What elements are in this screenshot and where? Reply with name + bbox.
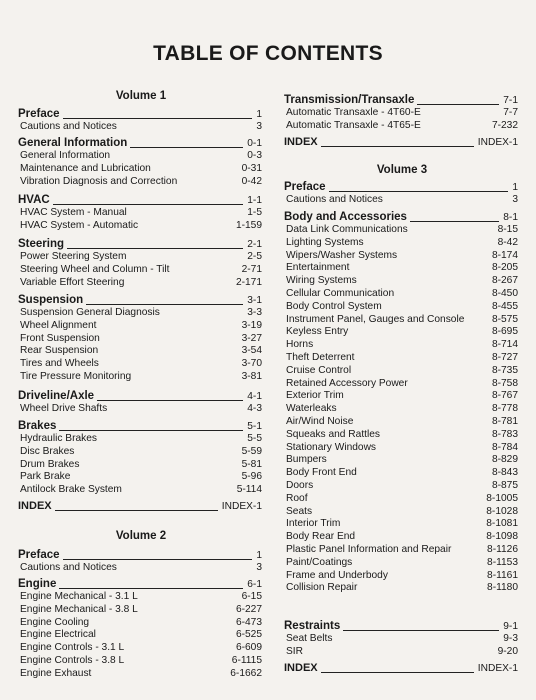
toc-entry-page: 9-20 [497,645,518,657]
section-page: 9-1 [503,621,518,632]
toc-entry-page: 6-609 [235,642,262,654]
toc-entry-label: Cellular Communication [286,287,395,299]
section-rule [97,400,243,401]
toc-entry-page: 8-778 [491,403,518,415]
toc-entry-page: 8-205 [491,262,518,274]
section-rule [59,430,243,431]
toc-entry-label: Automatic Transaxle - 4T60-E [286,107,421,118]
toc-entry-label: Body Control System [286,300,382,312]
toc-entry-page: 3 [256,562,262,573]
section-title: Suspension [18,294,84,306]
toc-entry-label: HVAC System - Automatic [20,219,139,231]
section-title: General Information [18,137,128,149]
toc-entry[interactable] [18,604,264,617]
toc-entry-label: Wiring Systems [286,275,357,287]
toc-entry-page: 6-15 [241,591,262,602]
toc-entry-label: Air/Wind Noise [286,415,354,427]
toc-entry-label: Drum Brakes [20,458,80,470]
section-hvac [18,194,264,233]
toc-entry-label: Paint/Coatings [286,556,353,568]
toc-entry[interactable] [18,264,264,277]
toc-entry-page: 8-267 [491,275,518,287]
toc-entry[interactable] [284,390,520,403]
toc-entry-page: 9-3 [503,633,518,644]
toc-entry-page: 8-875 [491,479,518,491]
section-title: Preface [18,108,60,120]
toc-entry-label: Theft Deterrent [286,351,355,363]
toc-entry-page: 8-1161 [487,569,518,581]
toc-entry-label: Interior Trim [286,518,341,530]
toc-entry[interactable] [18,471,264,484]
page-title: TABLE OF CONTENTS [153,42,383,65]
toc-entry[interactable] [284,403,520,416]
section-heading[interactable] [18,137,264,150]
toc-entry[interactable] [18,403,264,416]
toc-entry[interactable] [284,107,520,120]
toc-entry-label: HVAC System - Manual [20,207,127,218]
toc-entry-page: 3 [256,121,262,132]
section-restraints [284,620,520,659]
section-rule [343,630,499,631]
toc-entry[interactable] [284,518,520,531]
toc-entry[interactable] [18,629,264,642]
section-item-list [284,633,520,659]
toc-entry-page: 2-5 [247,251,262,262]
section-item-list [18,207,264,233]
toc-entry-label: Seat Belts [286,633,333,644]
toc-entry-page: 2-171 [235,276,262,288]
toc-entry-page: 3-54 [241,345,262,357]
section-item-list [18,433,264,497]
toc-entry-label: Wipers/Washer Systems [286,249,398,261]
section-page: 6-1 [247,579,262,590]
section-rule [63,118,253,119]
toc-entry-page: 8-1126 [487,543,518,555]
toc-entry[interactable] [284,531,520,544]
toc-entry-page: 5-114 [236,484,262,496]
toc-entry-page: 3-3 [247,307,262,318]
section-item-list [284,194,520,207]
toc-entry-page: 3-70 [241,358,262,370]
toc-entry-label: Cautions and Notices [286,194,383,205]
toc-entry-page: 5-5 [247,433,262,444]
toc-entry[interactable] [18,459,264,472]
section-page: 3-1 [247,295,262,306]
toc-entry[interactable] [284,194,520,207]
section-heading[interactable] [18,108,264,121]
section-preface [18,108,264,134]
toc-entry-label: Frame and Underbody [286,569,388,581]
section-page: 1-1 [247,195,262,206]
toc-entry-page: 8-758 [491,377,518,389]
section-page: 1 [256,550,262,561]
section-item-list [18,307,264,384]
toc-entry[interactable] [284,262,520,275]
toc-entry-page: 3-81 [241,370,262,382]
toc-entry[interactable] [18,433,264,446]
toc-entry-page: 2-71 [241,263,262,275]
toc-entry-label: Vibration Diagnosis and Correction [20,175,178,187]
toc-entry[interactable] [18,307,264,320]
toc-entry-page: 6-1662 [230,667,262,679]
toc-entry-label: Tire Pressure Monitoring [20,370,132,382]
toc-entry-label: Rear Suspension [20,345,99,357]
section-rule [86,304,243,305]
toc-entry-page: 4-3 [247,403,262,414]
section-rule [410,221,499,222]
toc-entry-label: Automatic Transaxle - 4T65-E [286,119,421,131]
toc-entry[interactable] [284,646,520,659]
section-heading[interactable] [284,620,520,633]
toc-entry[interactable] [284,314,520,327]
toc-entry[interactable] [284,326,520,339]
section-title: Brakes [18,420,57,432]
toc-entry-label: Doors [286,479,314,491]
section-heading[interactable] [18,390,264,403]
toc-entry-page: 8-1005 [486,492,518,504]
toc-entry[interactable] [284,237,520,250]
section-engine [18,578,264,681]
volume-2-heading: Volume 2 [115,530,167,542]
section-item-list [284,107,520,133]
toc-entry-label: General Information [20,150,111,161]
toc-entry-page: 8-783 [491,428,518,440]
toc-entry-label: Steering Wheel and Column - Tilt [20,263,170,275]
toc-entry-label: Variable Effort Steering [20,276,125,288]
toc-entry-label: Horns [286,339,314,351]
section-heading[interactable] [284,136,520,149]
toc-entry-label: Front Suspension [20,332,100,344]
section-rule [329,191,509,192]
toc-entry-page: 8-450 [491,287,518,299]
section-page: INDEX-1 [221,501,262,512]
toc-entry[interactable] [18,220,264,233]
toc-entry[interactable] [284,365,520,378]
section-suspension [18,294,264,384]
section-heading[interactable] [18,578,264,591]
section-rule [321,672,474,673]
section-title: Preface [18,549,60,561]
toc-entry[interactable] [284,557,520,570]
toc-entry[interactable] [284,416,520,429]
toc-entry-label: Wheel Drive Shafts [20,403,108,414]
toc-entry-page: 5-59 [241,445,262,457]
section-preface [18,549,264,575]
volume-1-heading: Volume 1 [115,90,167,102]
toc-entry-page: 3-27 [241,332,262,344]
toc-entry[interactable] [284,224,520,237]
toc-entry-label: Cautions and Notices [20,121,117,132]
toc-entry[interactable] [284,429,520,442]
toc-entry-label: Engine Cooling [20,616,90,628]
toc-entry-label: Engine Electrical [20,629,96,641]
toc-entry[interactable] [284,506,520,519]
toc-entry[interactable] [18,617,264,630]
toc-entry-label: Body Front End [286,467,357,479]
section-rule [321,146,474,147]
section-title: Engine [18,578,57,590]
toc-entry[interactable] [18,207,264,220]
section-page: 2-1 [247,239,262,250]
toc-entry-label: Cautions and Notices [20,562,117,573]
section-page: 0-1 [247,138,262,149]
toc-entry[interactable] [18,562,264,575]
section-rule [53,204,244,205]
section-index [284,136,520,149]
toc-entry[interactable] [18,163,264,176]
toc-entry[interactable] [284,467,520,480]
toc-entry-page: 6-473 [235,616,262,628]
section-item-list [18,562,264,575]
toc-entry-label: Disc Brakes [20,445,75,457]
toc-entry-label: Hydraulic Brakes [20,433,97,444]
toc-entry-page: 0-31 [241,162,262,174]
volume-3-heading: Volume 3 [376,164,428,176]
toc-entry-label: Engine Controls - 3.8 L [20,654,125,666]
toc-entry[interactable] [18,484,264,497]
toc-entry-label: Cruise Control [286,364,352,376]
section-heading[interactable] [284,181,520,194]
toc-entry-page: 0-3 [247,150,262,161]
toc-entry[interactable] [284,275,520,288]
toc-entry-label: Squeaks and Rattles [286,428,381,440]
toc-entry[interactable] [18,591,264,604]
section-rule [67,248,243,249]
toc-entry[interactable] [284,480,520,493]
toc-entry[interactable] [284,454,520,467]
toc-entry[interactable] [18,655,264,668]
section-item-list [18,121,264,134]
section-item-list [18,251,264,289]
toc-entry-label: Entertainment [286,262,350,274]
toc-entry-label: Engine Mechanical - 3.8 L [20,603,138,615]
toc-entry-label: Lighting Systems [286,236,364,248]
toc-entry-label: Stationary Windows [286,441,377,453]
toc-entry[interactable] [284,582,520,595]
toc-entry-page: 1-5 [247,207,262,218]
section-heading[interactable] [284,662,520,675]
toc-entry[interactable] [18,150,264,163]
toc-entry-label: SIR [286,645,303,657]
toc-entry-page: 6-227 [235,603,262,615]
toc-entry[interactable] [284,352,520,365]
toc-entry-label: Maintenance and Lubrication [20,162,151,174]
section-title: Body and Accessories [284,211,407,223]
toc-entry-label: Antilock Brake System [20,484,122,496]
section-page: 5-1 [247,421,262,432]
toc-entry-page: 8-727 [491,351,518,363]
section-title: Preface [284,181,326,193]
section-heading[interactable] [18,238,264,251]
toc-entry-page: 8-42 [497,236,518,248]
toc-entry[interactable] [284,120,520,133]
section-title: INDEX [18,500,52,512]
toc-entry-page: 8-174 [491,249,518,261]
toc-entry[interactable] [284,288,520,301]
toc-entry-page: 7-232 [491,119,518,131]
toc-entry-page: 0-42 [241,175,262,187]
toc-entry[interactable] [18,121,264,134]
section-heading[interactable] [284,94,520,107]
toc-entry-page: 8-1081 [486,518,518,530]
section-item-list [18,150,264,188]
toc-entry[interactable] [284,339,520,352]
toc-entry-page: 3-19 [241,319,262,331]
toc-entry[interactable] [18,668,264,681]
toc-entry-label: Retained Accessory Power [286,377,408,389]
section-heading[interactable] [18,420,264,433]
toc-entry[interactable] [18,345,264,358]
toc-entry-label: Exterior Trim [286,390,344,402]
toc-entry-page: 6-1115 [231,654,262,666]
toc-entry-page: 6-525 [235,629,262,641]
section-heading[interactable] [18,500,264,513]
section-page: INDEX-1 [477,663,518,674]
toc-entry-label: Keyless Entry [286,326,349,338]
toc-entry[interactable] [284,301,520,314]
toc-entry-label: Suspension General Diagnosis [20,307,160,318]
section-preface [284,181,520,207]
section-title: INDEX [284,136,318,148]
section-heading[interactable] [284,211,520,224]
toc-entry[interactable] [18,333,264,346]
section-page: 1 [512,182,518,193]
section-item-list [18,591,264,681]
toc-entry-label: Tires and Wheels [20,358,99,370]
section-rule [130,147,243,148]
toc-entry-label: Engine Controls - 3.1 L [20,642,125,654]
section-rule [417,104,499,105]
toc-entry[interactable] [18,642,264,655]
section-heading[interactable] [18,294,264,307]
toc-entry[interactable] [18,320,264,333]
toc-entry-page: 5-96 [241,471,262,483]
toc-entry-page: 8-735 [491,364,518,376]
section-transmission-transaxle [284,94,520,133]
section-rule [63,559,253,560]
toc-entry-label: Wheel Alignment [20,319,97,331]
toc-entry-label: Instrument Panel, Gauges and Console [286,313,465,325]
toc-entry[interactable] [284,378,520,391]
section-title: Transmission/Transaxle [284,94,415,106]
section-item-list [284,224,520,595]
toc-entry-page: 8-781 [491,415,518,427]
toc-entry-label: Data Link Communications [286,224,408,235]
section-heading[interactable] [18,549,264,562]
toc-entry[interactable] [18,277,264,290]
toc-entry-page: 3 [512,194,518,205]
toc-entry-label: Engine Exhaust [20,667,92,679]
toc-entry-page: 8-767 [491,390,518,402]
toc-entry-label: Bumpers [286,454,327,466]
toc-entry-page: 8-714 [491,339,518,351]
toc-entry-page: 7-7 [503,107,518,118]
toc-entry-label: Plastic Panel Information and Repair [286,543,452,555]
section-page: 8-1 [503,212,518,223]
toc-entry[interactable] [284,544,520,557]
section-title: Driveline/Axle [18,390,95,402]
toc-entry-page: 8-1098 [486,531,518,543]
toc-entry-page: 8-829 [491,454,518,466]
section-brakes [18,420,264,497]
section-title: Restraints [284,620,341,632]
toc-entry-page: 8-695 [491,326,518,338]
toc-entry[interactable] [18,358,264,371]
toc-entry-page: 8-843 [491,467,518,479]
section-page: 1 [256,109,262,120]
toc-entry-page: 8-1153 [487,556,518,568]
toc-entry-page: 8-1180 [487,582,518,594]
section-page: 7-1 [503,95,518,106]
section-page: INDEX-1 [477,137,518,148]
toc-entry-page: 8-455 [491,300,518,312]
section-steering [18,238,264,289]
section-rule [55,510,218,511]
section-title: HVAC [18,194,50,206]
toc-entry[interactable] [18,371,264,384]
toc-entry-label: Body Rear End [286,531,356,543]
toc-entry-label: Power Steering System [20,251,127,262]
section-rule [59,588,243,589]
toc-entry-label: Collision Repair [286,582,358,594]
toc-entry-label: Engine Mechanical - 3.1 L [20,591,138,602]
section-index [18,500,264,513]
toc-entry-label: Seats [286,505,313,517]
toc-entry-page: 8-1028 [486,505,518,517]
section-body-and-accessories [284,211,520,595]
toc-entry[interactable] [284,570,520,583]
toc-entry-page: 8-15 [497,224,518,235]
toc-entry-page: 5-81 [241,458,262,470]
section-title: INDEX [284,662,318,674]
toc-entry[interactable] [18,251,264,264]
section-item-list [18,403,264,416]
toc-entry[interactable] [284,250,520,263]
toc-entry[interactable] [284,442,520,455]
toc-entry-page: 8-784 [491,441,518,453]
toc-entry-label: Waterleaks [286,403,337,415]
toc-entry[interactable] [284,633,520,646]
section-title: Steering [18,238,65,250]
toc-entry-page: 8-575 [491,313,518,325]
toc-entry-page: 1-159 [235,219,262,231]
section-general-information [18,137,264,188]
toc-entry-label: Park Brake [20,471,71,483]
section-driveline-axle [18,390,264,416]
section-heading[interactable] [18,194,264,207]
toc-entry[interactable] [18,446,264,459]
toc-entry[interactable] [18,176,264,189]
toc-entry[interactable] [284,493,520,506]
section-page: 4-1 [247,391,262,402]
toc-entry-label: Roof [286,492,308,504]
section-index [284,662,520,675]
